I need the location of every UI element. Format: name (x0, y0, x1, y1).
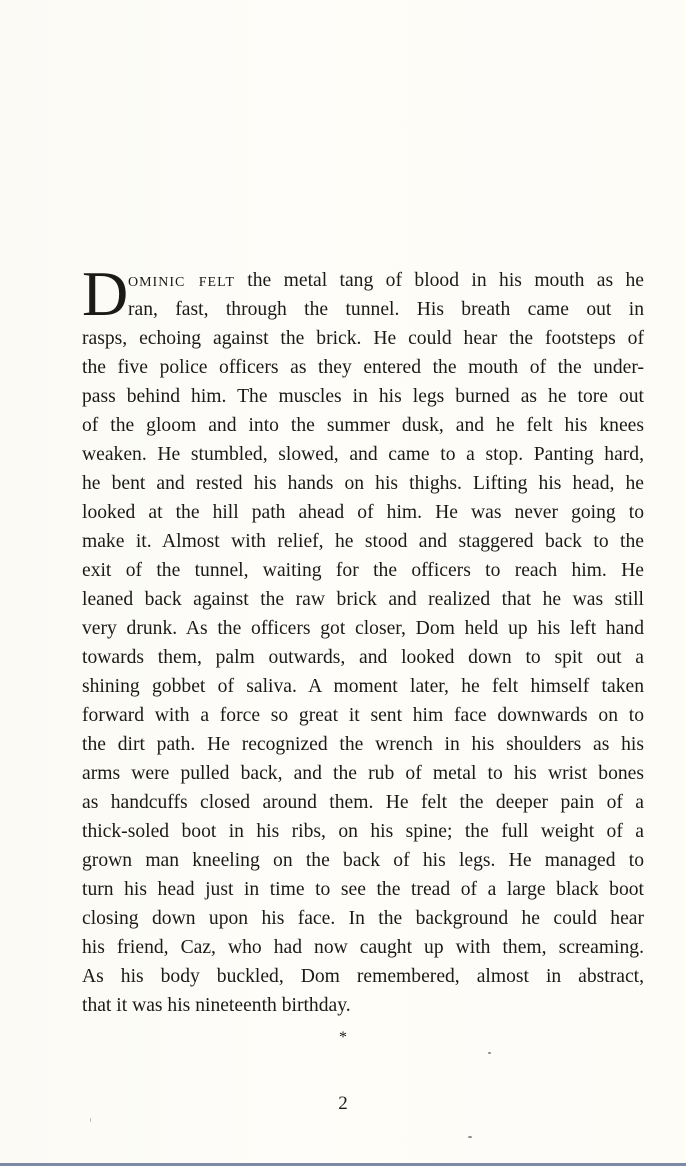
text-line: As his body buckled, Dom remembered, almost in abstract, (82, 966, 644, 987)
opening-smallcaps: ominic felt (128, 270, 235, 291)
text-line: grown man kneeling on the back of his legs. He managed to (82, 850, 644, 871)
section-separator: * (339, 1029, 347, 1046)
text-line (82, 266, 644, 295)
text-line: looked at the hill path ahead of him. He was never going to (82, 502, 644, 523)
paper-speck (488, 1052, 491, 1054)
paper-speck (90, 1118, 91, 1122)
text-line: towards them, palm outwards, and looked down to spit out a (82, 647, 644, 668)
text-line: leaned back against the raw brick and realized that he was still (82, 589, 644, 610)
page-number: 2 (338, 1093, 348, 1114)
text-line: arms were pulled back, and the rub of metal to his wrist bones (82, 763, 644, 784)
text-line: ran, fast, through the tunnel. His breath came out in (128, 299, 644, 320)
text-line: his friend, Caz, who had now caught up with them, screaming. (82, 937, 644, 958)
text-line: forward with a force so great it sent him face downwards on to (82, 705, 644, 726)
drop-cap: D (82, 258, 129, 329)
line-text: the metal tang of blood in his mouth as he (247, 270, 644, 291)
text-line: exit of the tunnel, waiting for the officers to reach him. He (82, 560, 644, 581)
text-line: he bent and rested his hands on his thighs. Lifting his head, he (82, 473, 644, 494)
text-line: rasps, echoing against the brick. He could hear the footsteps of (82, 328, 644, 349)
text-line: the dirt path. He recognized the wrench in his shoulders as his (82, 734, 644, 755)
text-line: weaken. He stumbled, slowed, and came to a stop. Panting hard, (82, 444, 644, 465)
text-line: closing down upon his face. In the background he could hear (82, 908, 644, 929)
text-line: shining gobbet of saliva. A moment later, he felt himself taken (82, 676, 644, 697)
text-line: pass behind him. The muscles in his legs burned as he tore out (82, 386, 644, 407)
text-line: turn his head just in time to see the tread of a large black boot (82, 879, 644, 900)
text-line: as handcuffs closed around them. He felt the deeper pain of a (82, 792, 644, 813)
text-line: make it. Almost with relief, he stood and staggered back to the (82, 531, 644, 552)
body-text (82, 258, 644, 1020)
text-line: that it was his nineteenth birthday. (82, 995, 351, 1016)
text-line: the five police officers as they entered the mouth of the under- (82, 357, 644, 378)
text-line: of the gloom and into the summer dusk, and he felt his knees (82, 415, 644, 436)
paper-speck (468, 1136, 472, 1138)
text-line: very drunk. As the officers got closer, Dom held up his left hand (82, 618, 644, 639)
text-line: thick-soled boot in his ribs, on his spine; the full weight of a (82, 821, 644, 842)
